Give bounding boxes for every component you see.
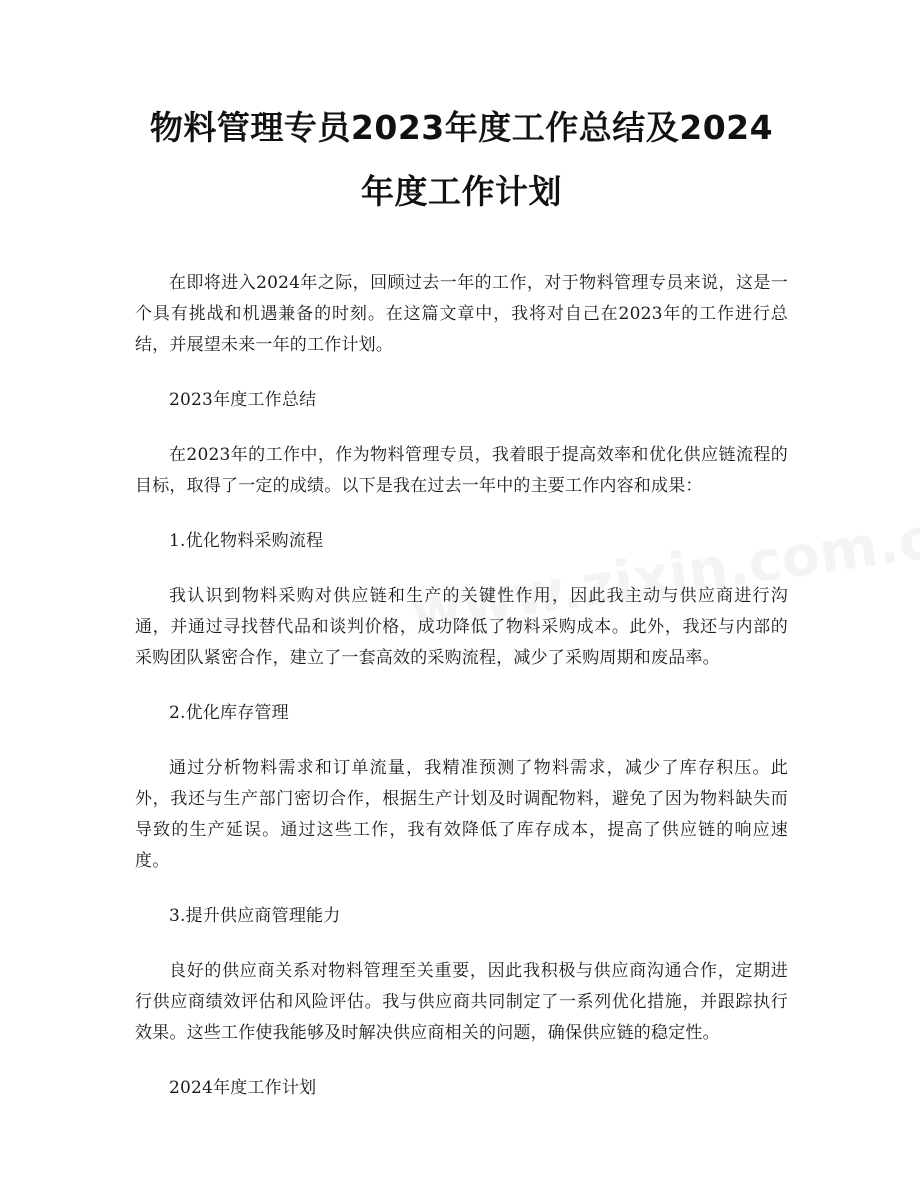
inventory-paragraph: 通过分析物料需求和订单流量，我精准预测了物料需求，减少了库存积压。此外，我还与生产部门密切合作，根据生产计划及时调配物料，避免了因为物料缺失而导致的生产延误。通过这些工作，我有效降低了库存成本，提高了供应链的响应速度。 [135, 758, 788, 871]
subheading-inventory: 2.优化库存管理 [169, 703, 289, 723]
supplier-paragraph: 良好的供应商关系对物料管理至关重要，因此我积极与供应商沟通合作，定期进行供应商绩效评估和风险评估。我与供应商共同制定了一系列优化措施，并跟踪执行效果。这些工作使我能够及时解决供应商相关的问题，确保供应链的稳定性。 [135, 961, 788, 1043]
document-title: 物料管理专员2023年度工作总结及2024年度工作计划 [149, 108, 774, 211]
section-heading-2024-plan: 2024年度工作计划 [169, 1078, 317, 1098]
section-heading-2023-summary: 2023年度工作总结 [169, 390, 317, 410]
subheading-procurement: 1.优化物料采购流程 [169, 531, 324, 551]
procurement-paragraph: 我认识到物料采购对供应链和生产的关键性作用，因此我主动与供应商进行沟通，并通过寻找替代品和谈判价格，成功降低了物料采购成本。此外，我还与内部的采购团队紧密合作，建立了一套高效的采购流程，减少了采购周期和废品率。 [135, 586, 788, 668]
subheading-supplier: 3.提升供应商管理能力 [169, 906, 341, 926]
summary-paragraph: 在2023年的工作中，作为物料管理专员，我着眼于提高效率和优化供应链流程的目标，取得了一定的成绩。以下是我在过去一年中的主要工作内容和成果： [135, 445, 788, 496]
intro-paragraph: 在即将进入2024年之际，回顾过去一年的工作，对于物料管理专员来说，这是一个具有挑战和机遇兼备的时刻。在这篇文章中，我将对自己在2023年的工作进行总结，并展望未来一年的工作计划。 [135, 273, 788, 355]
